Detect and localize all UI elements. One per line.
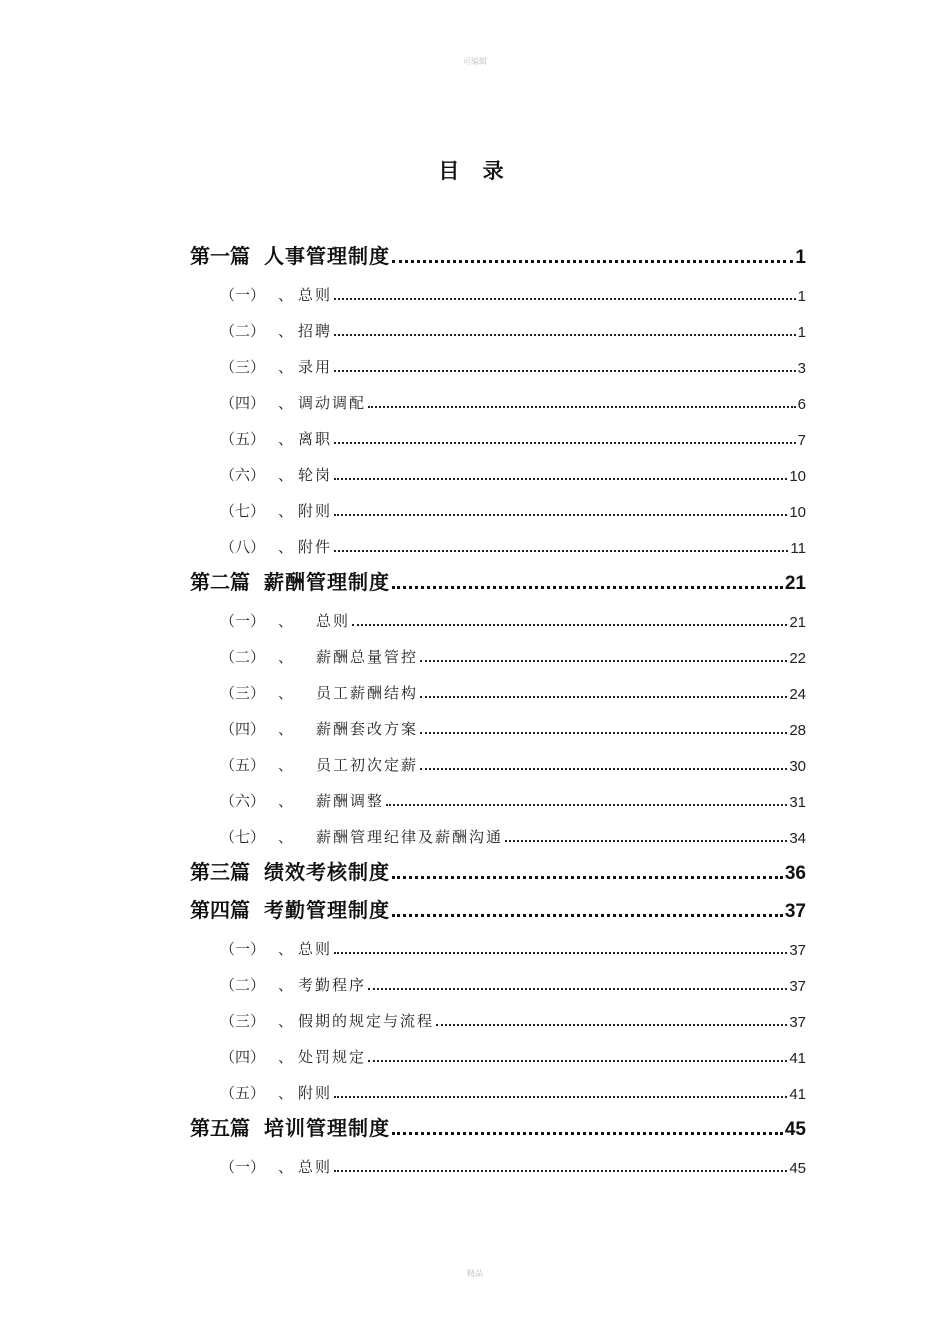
page-number: 31 — [789, 794, 806, 811]
section-separator: 、 — [278, 358, 294, 376]
footer-watermark: 精品 — [467, 1269, 483, 1278]
section-title: 调动调配 — [298, 394, 367, 412]
page-number: 41 — [789, 1086, 806, 1103]
dot-leader — [420, 696, 787, 698]
page-number: 10 — [789, 468, 806, 485]
section-separator: 、 — [278, 648, 294, 666]
toc-section-2-3[interactable] — [190, 667, 806, 703]
section-separator: 、 — [278, 792, 294, 810]
section-separator: 、 — [278, 756, 294, 774]
toc-section-2-4[interactable] — [190, 703, 806, 739]
section-number: （五） — [220, 756, 266, 774]
section-number: （一） — [220, 940, 266, 958]
section-separator: 、 — [278, 940, 294, 958]
toc-part-2[interactable] — [190, 557, 806, 595]
page-number: 1 — [795, 247, 806, 268]
toc-section-1-6[interactable] — [190, 449, 806, 485]
page-number: 7 — [797, 432, 806, 449]
section-number: （四） — [220, 394, 266, 412]
section-title: 薪酬套改方案 — [316, 720, 419, 738]
toc-section-1-7[interactable] — [190, 485, 806, 521]
section-title: 总则 — [298, 1158, 333, 1176]
dot-leader — [334, 442, 796, 444]
section-title: 员工初次定薪 — [316, 756, 419, 774]
section-title: 离职 — [298, 430, 333, 448]
dot-leader — [352, 624, 787, 626]
section-separator: 、 — [278, 538, 294, 556]
page-number: 6 — [797, 396, 806, 413]
page-number: 1 — [797, 288, 806, 305]
dot-leader — [420, 660, 787, 662]
section-separator: 、 — [278, 828, 294, 846]
section-number: （二） — [220, 322, 266, 340]
section-number: （三） — [220, 1012, 266, 1030]
section-separator: 、 — [278, 430, 294, 448]
page-number: 37 — [789, 942, 806, 959]
part-label: 第二篇 — [190, 570, 250, 594]
part-title: 薪酬管理制度 — [264, 570, 390, 594]
part-label: 第五篇 — [190, 1116, 250, 1140]
page-number: 11 — [790, 540, 806, 557]
toc-section-4-5[interactable] — [190, 1067, 806, 1103]
dot-leader — [368, 1060, 787, 1062]
dot-leader — [420, 768, 787, 770]
dot-leader — [334, 1170, 787, 1172]
dot-leader — [334, 298, 796, 300]
section-number: （四） — [220, 720, 266, 738]
section-number: （六） — [220, 792, 266, 810]
page-number: 28 — [789, 722, 806, 739]
section-separator: 、 — [278, 976, 294, 994]
dot-leader — [505, 840, 787, 842]
part-label: 第四篇 — [190, 898, 250, 922]
toc-section-2-6[interactable] — [190, 775, 806, 811]
dot-leader — [334, 370, 796, 372]
section-number: （二） — [220, 648, 266, 666]
section-number: （三） — [220, 684, 266, 702]
section-separator: 、 — [278, 502, 294, 520]
toc-section-1-1[interactable] — [190, 269, 806, 305]
section-separator: 、 — [278, 466, 294, 484]
toc-section-4-1[interactable] — [190, 923, 806, 959]
section-number: （五） — [220, 1084, 266, 1102]
section-number: （一） — [220, 612, 266, 630]
toc-section-1-5[interactable] — [190, 413, 806, 449]
toc-section-5-1[interactable] — [190, 1141, 806, 1177]
dot-leader — [334, 478, 787, 480]
section-title: 薪酬管理纪律及薪酬沟通 — [316, 828, 504, 846]
dot-leader — [368, 988, 787, 990]
page-number: 41 — [789, 1050, 806, 1067]
section-separator: 、 — [278, 720, 294, 738]
page-number: 37 — [784, 901, 806, 922]
toc-section-4-3[interactable] — [190, 995, 806, 1031]
section-title: 附则 — [298, 502, 333, 520]
toc-section-4-2[interactable] — [190, 959, 806, 995]
section-number: （七） — [220, 828, 266, 846]
section-separator: 、 — [278, 1012, 294, 1030]
section-title: 薪酬调整 — [316, 792, 385, 810]
page-number: 1 — [797, 324, 806, 341]
section-title: 薪酬总量管控 — [316, 648, 419, 666]
table-of-contents — [190, 231, 806, 1177]
page-title: 目 录 — [438, 159, 512, 183]
section-separator: 、 — [278, 286, 294, 304]
section-number: （七） — [220, 502, 266, 520]
toc-section-2-5[interactable] — [190, 739, 806, 775]
toc-section-2-2[interactable] — [190, 631, 806, 667]
toc-section-2-7[interactable] — [190, 811, 806, 847]
section-number: （五） — [220, 430, 266, 448]
section-separator: 、 — [278, 612, 294, 630]
part-title: 考勤管理制度 — [264, 898, 390, 922]
toc-section-1-3[interactable] — [190, 341, 806, 377]
dot-leader — [420, 732, 787, 734]
toc-part-4[interactable] — [190, 885, 806, 923]
page-number: 45 — [784, 1119, 806, 1140]
section-number: （二） — [220, 976, 266, 994]
part-label: 第一篇 — [190, 244, 250, 268]
page-number: 37 — [789, 1014, 806, 1031]
section-title: 招聘 — [298, 322, 333, 340]
section-number: （一） — [220, 286, 266, 304]
header-watermark: 可编辑 — [463, 57, 487, 66]
page-number: 24 — [789, 686, 806, 703]
page-number: 21 — [789, 614, 806, 631]
toc-part-5[interactable] — [190, 1103, 806, 1141]
section-separator: 、 — [278, 1158, 294, 1176]
section-separator: 、 — [278, 1084, 294, 1102]
page-number: 10 — [789, 504, 806, 521]
page-number: 3 — [797, 360, 806, 377]
section-title: 假期的规定与流程 — [298, 1012, 435, 1030]
part-title: 培训管理制度 — [264, 1116, 390, 1140]
dot-leader — [392, 586, 783, 589]
dot-leader — [334, 550, 788, 552]
section-separator: 、 — [278, 1048, 294, 1066]
section-title: 附件 — [298, 538, 333, 556]
toc-section-4-4[interactable] — [190, 1031, 806, 1067]
part-title: 绩效考核制度 — [264, 860, 390, 884]
section-title: 录用 — [298, 358, 333, 376]
section-title: 员工薪酬结构 — [316, 684, 419, 702]
toc-part-3[interactable] — [190, 847, 806, 885]
part-label: 第三篇 — [190, 860, 250, 884]
page-number: 36 — [784, 863, 806, 884]
section-title: 总则 — [298, 940, 333, 958]
section-title: 总则 — [316, 612, 351, 630]
dot-leader — [386, 804, 787, 806]
toc-section-2-1[interactable] — [190, 595, 806, 631]
page-number: 37 — [789, 978, 806, 995]
dot-leader — [334, 514, 787, 516]
dot-leader — [392, 260, 793, 263]
section-number: （三） — [220, 358, 266, 376]
dot-leader — [334, 1096, 787, 1098]
dot-leader — [334, 952, 787, 954]
section-number: （一） — [220, 1158, 266, 1176]
section-title: 处罚规定 — [298, 1048, 367, 1066]
section-separator: 、 — [278, 322, 294, 340]
section-separator: 、 — [278, 394, 294, 412]
page-number: 30 — [789, 758, 806, 775]
page-number: 45 — [789, 1160, 806, 1177]
section-separator: 、 — [278, 684, 294, 702]
section-number: （六） — [220, 466, 266, 484]
dot-leader — [436, 1024, 787, 1026]
dot-leader — [392, 914, 783, 917]
section-title: 轮岗 — [298, 466, 333, 484]
page-number: 21 — [784, 573, 806, 594]
section-title: 考勤程序 — [298, 976, 367, 994]
dot-leader — [392, 1132, 783, 1135]
page-number: 22 — [789, 650, 806, 667]
toc-part-1[interactable] — [190, 231, 806, 269]
toc-section-1-2[interactable] — [190, 305, 806, 341]
dot-leader — [392, 876, 783, 879]
dot-leader — [368, 406, 796, 408]
page-number: 34 — [789, 830, 806, 847]
toc-section-1-8[interactable] — [190, 521, 806, 557]
section-number: （四） — [220, 1048, 266, 1066]
dot-leader — [334, 334, 796, 336]
toc-section-1-4[interactable] — [190, 377, 806, 413]
section-number: （八） — [220, 538, 266, 556]
section-title: 附则 — [298, 1084, 333, 1102]
part-title: 人事管理制度 — [264, 244, 390, 268]
section-title: 总则 — [298, 286, 333, 304]
